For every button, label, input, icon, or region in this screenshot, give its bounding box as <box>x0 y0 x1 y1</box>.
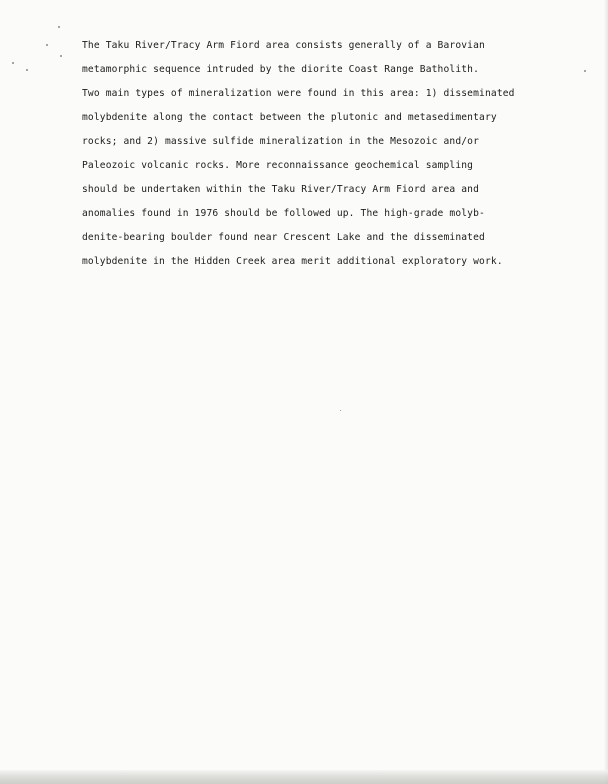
margin-speck <box>584 70 586 72</box>
text-line: Two main types of mineralization were found in this area: 1) disseminated <box>82 88 515 99</box>
text-line: The Taku River/Tracy Arm Fiord area consists generally of a Barovian <box>82 40 485 51</box>
text-line: molybdenite in the Hidden Creek area merit additional exploratory work. <box>82 256 503 267</box>
margin-speck <box>12 62 14 64</box>
margin-speck <box>58 26 60 28</box>
margin-speck <box>26 69 28 71</box>
scan-right-edge <box>604 0 608 784</box>
margin-speck <box>60 55 62 57</box>
text-line: rocks; and 2) massive sulfide mineralization in the Mesozoic and/or <box>82 136 480 147</box>
text-line: metamorphic sequence intruded by the diorite Coast Range Batholith. <box>82 64 480 75</box>
scan-bottom-edge <box>0 770 608 784</box>
margin-speck <box>340 410 341 411</box>
body-paragraph <box>82 34 552 274</box>
margin-speck <box>46 44 48 46</box>
text-line: molybdenite along the contact between the plutonic and metasedimentary <box>82 112 497 123</box>
text-line: should be undertaken within the Taku River/Tracy Arm Fiord area and <box>82 184 480 195</box>
text-line: denite-bearing boulder found near Crescent Lake and the disseminated <box>82 232 485 243</box>
text-line: Paleozoic volcanic rocks. More reconnaissance geochemical sampling <box>82 160 474 171</box>
text-line: anomalies found in 1976 should be followed up. The high-grade molyb- <box>82 208 485 219</box>
